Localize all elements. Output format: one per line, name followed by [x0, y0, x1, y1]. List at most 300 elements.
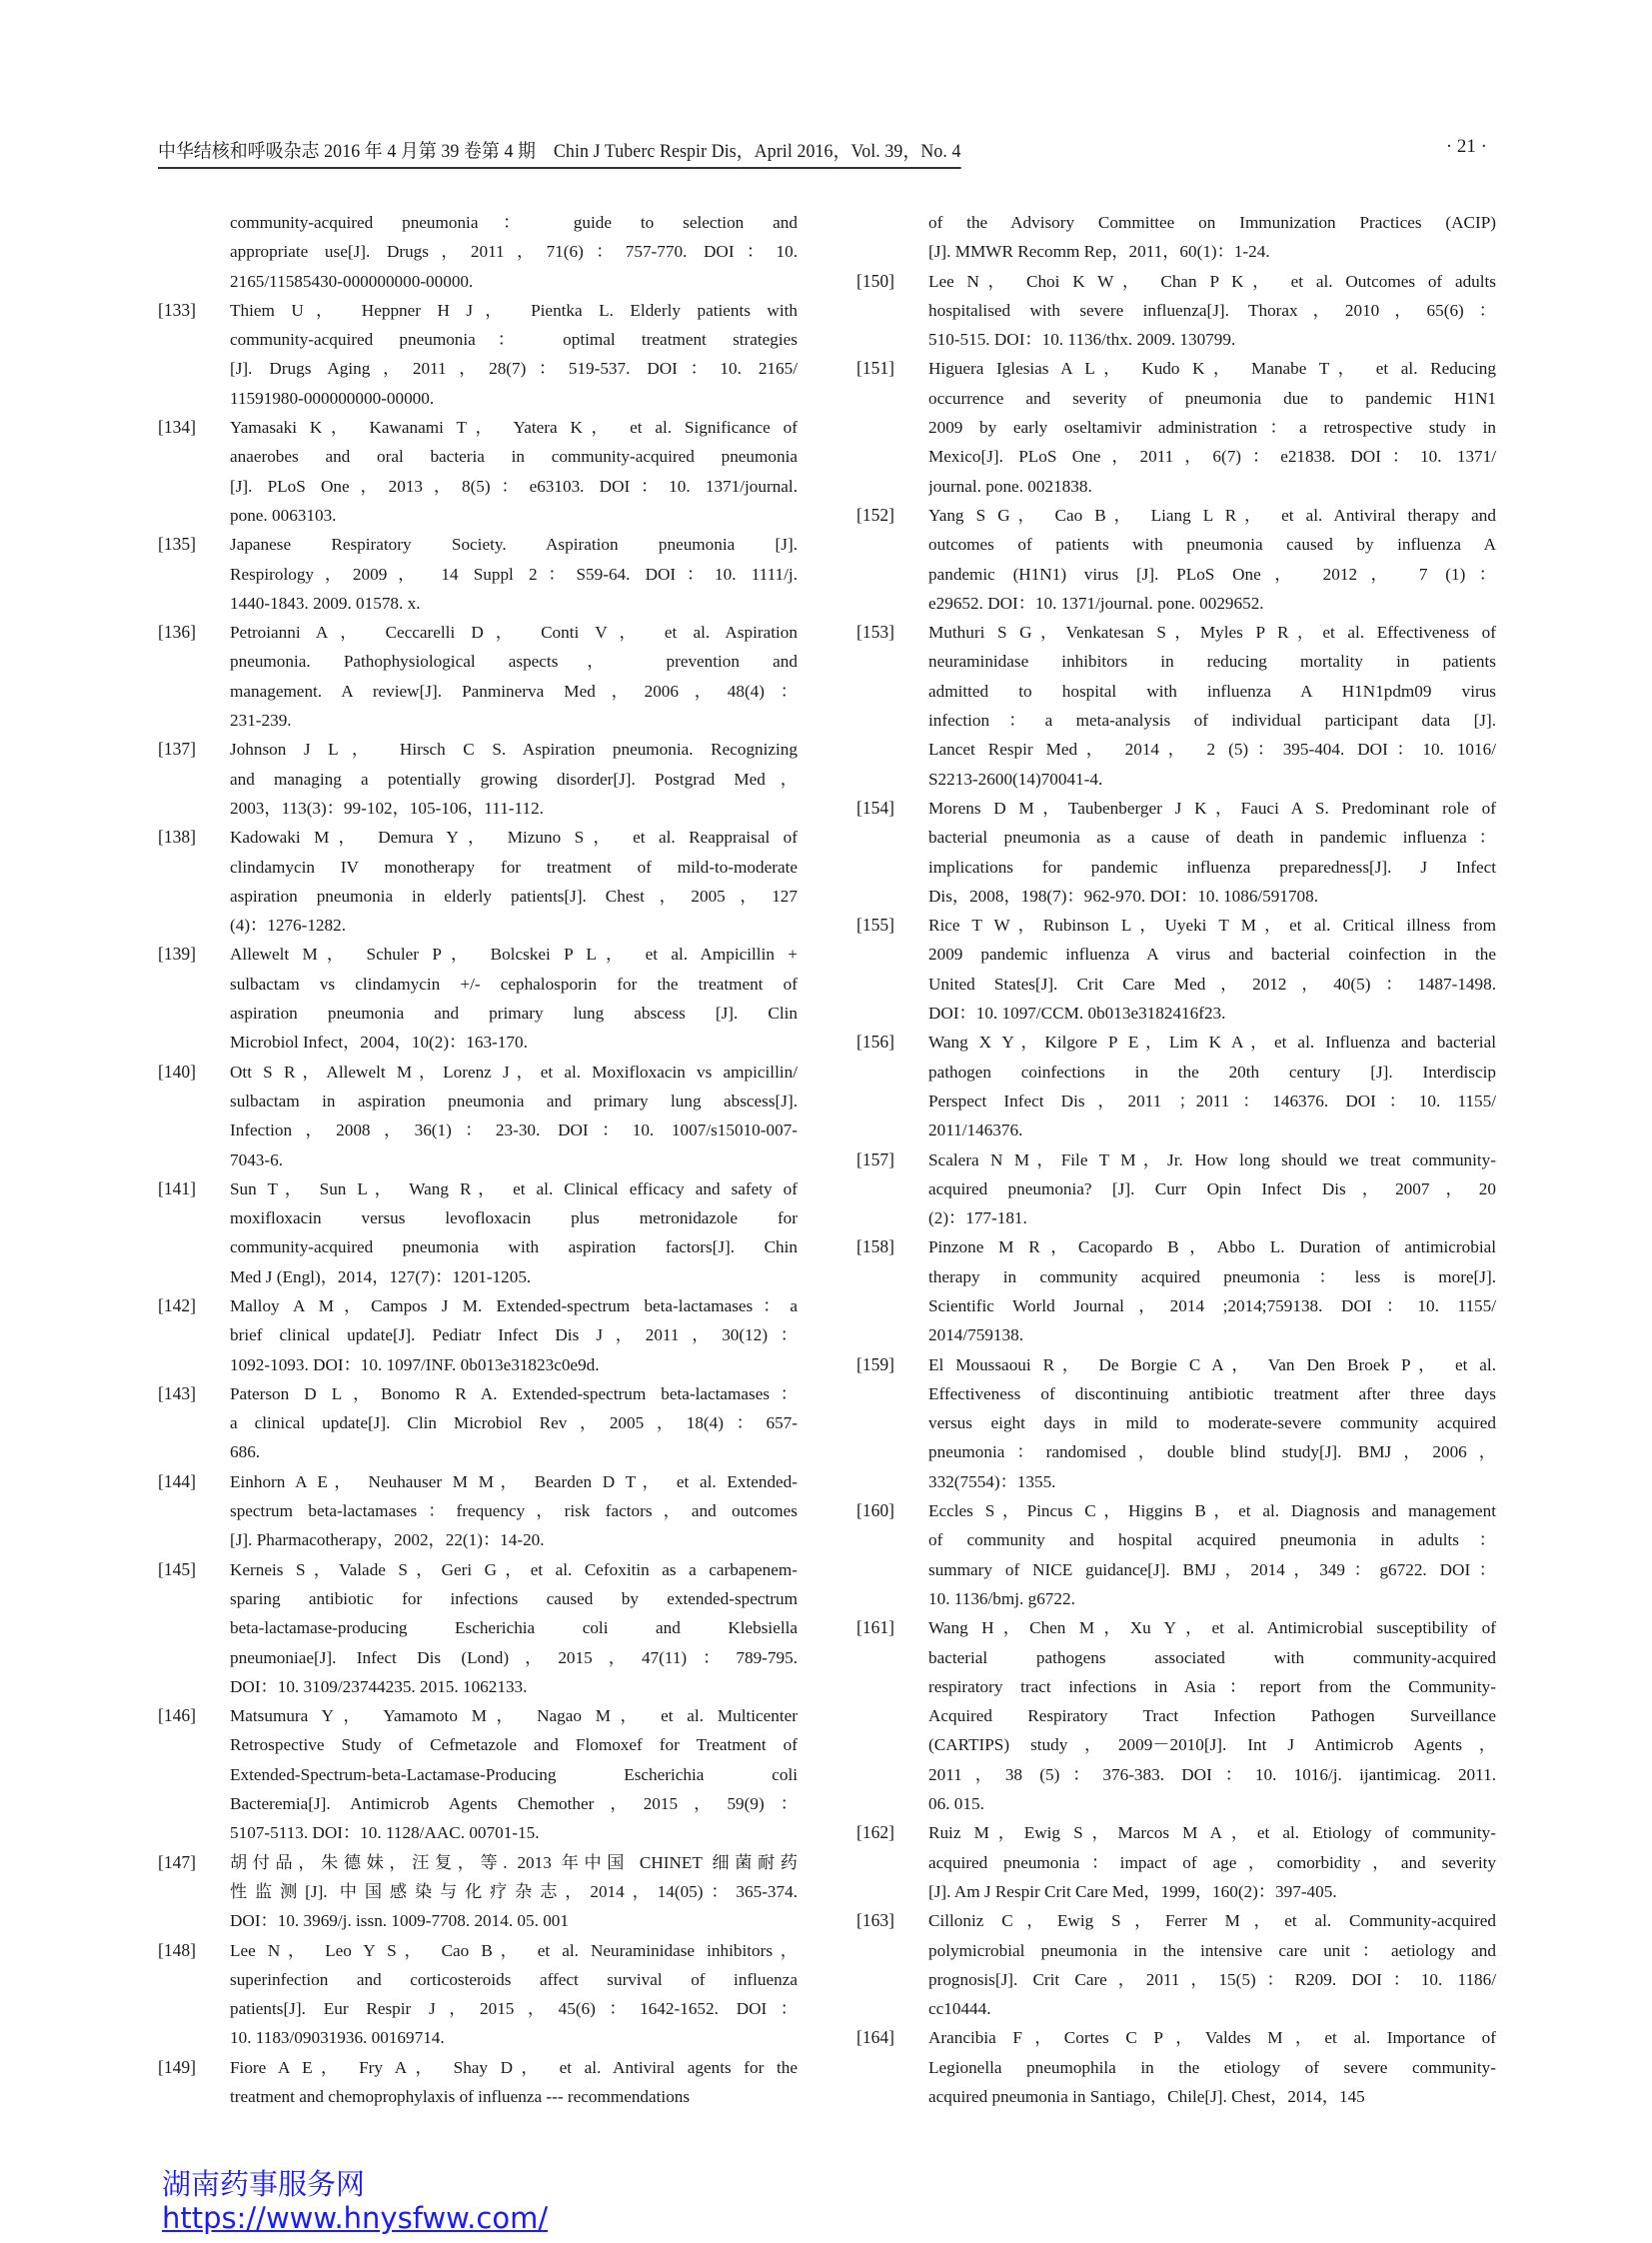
reference-text — [928, 208, 1496, 267]
reference-text — [928, 794, 1496, 911]
reference-line — [928, 647, 1496, 676]
reference-line-text: journal. pone. 0021838. — [928, 476, 1092, 496]
references-right-column — [856, 208, 1496, 2111]
reference-line — [928, 384, 1496, 413]
reference-line — [928, 501, 1496, 530]
reference-line-text: community-acquired pneumonia： optimal treatment strategies — [230, 330, 798, 350]
reference-text — [230, 1701, 798, 1847]
reference-line-text: Thiem U， Heppner H J， Pientka L. Elderly patients with — [230, 300, 798, 320]
reference-line-text: Kerneis S，Valade S，Geri G，et al. Cefoxitin as a carbapenem- — [230, 1559, 798, 1579]
reference-line — [928, 1643, 1496, 1672]
reference-number: [141] — [158, 1177, 196, 1198]
reference-line — [928, 1555, 1496, 1584]
reference-line — [928, 1848, 1496, 1877]
reference-entry — [158, 1174, 798, 1291]
reference-line-text: spectrum beta-lactamases：frequency，risk factors，and outcomes — [230, 1501, 798, 1521]
reference-line-text: infection：a meta-analysis of individual participant data [J]. — [928, 711, 1496, 731]
reference-entry — [158, 1701, 798, 1847]
reference-line-text: Sun T， Sun L， Wang R， et al. Clinical efficacy and safety of — [230, 1178, 798, 1198]
reference-line — [230, 882, 798, 911]
reference-line — [230, 530, 798, 559]
reference-line — [230, 970, 798, 999]
reference-text — [230, 823, 798, 940]
reference-line-text: brief clinical update[J]. Pediatr Infect Dis J，2011，30(12)： — [230, 1325, 798, 1345]
reference-line — [928, 677, 1496, 706]
reference-line — [230, 501, 798, 530]
reference-line-text: Lee N， Choi K W， Chan P K， et al. Outcomes of adults — [928, 271, 1496, 291]
reference-text — [230, 413, 798, 530]
reference-line — [230, 1613, 798, 1642]
reference-number: [145] — [158, 1558, 196, 1579]
reference-text — [230, 208, 798, 296]
reference-line-text: prognosis[J]. Crit Care，2011，15(5)：R209. DOI：10. 1186/ — [928, 1969, 1496, 1989]
reference-line-text: sulbactam vs clindamycin +/- cephalosporin for the treatment of — [230, 974, 798, 994]
reference-text — [230, 1174, 798, 1291]
reference-line — [928, 1437, 1496, 1466]
reference-entry — [158, 940, 798, 1057]
reference-line — [928, 1232, 1496, 1261]
reference-number: [136] — [158, 622, 196, 643]
reference-entry — [856, 1906, 1496, 2023]
reference-line-text: 1092-1093. DOI：10. 1097/INF. 0b013e31823c0e9d. — [230, 1354, 600, 1374]
reference-line — [928, 1262, 1496, 1291]
reference-number: [142] — [158, 1294, 196, 1315]
reference-line-text: Malloy A M，Campos J M. Extended-spectrum beta-lactamases：a — [230, 1295, 798, 1315]
reference-entry — [856, 1028, 1496, 1144]
reference-line-text: 2003，113(3)：99-102，105-106，111-112. — [230, 798, 544, 818]
reference-text — [230, 618, 798, 735]
reference-line — [230, 1555, 798, 1584]
reference-number: [133] — [158, 299, 196, 320]
reference-entry — [856, 208, 1496, 267]
reference-line — [928, 325, 1496, 354]
reference-line-text: (2)：177-181. — [928, 1208, 1027, 1228]
reference-line-text: DOI：10. 1097/CCM. 0b013e3182416f23. — [928, 1004, 1226, 1024]
reference-line — [230, 1232, 798, 1261]
reference-line — [928, 1028, 1496, 1057]
reference-line-text: (4)：1276-1282. — [230, 916, 346, 936]
reference-text — [928, 1818, 1496, 1906]
reference-line-text: outcomes of patients with pneumonia caused by influenza A — [928, 535, 1496, 555]
reference-line — [230, 1789, 798, 1818]
reference-line — [928, 882, 1496, 911]
reference-line-text: Pinzone M R，Cacopardo B，Abbo L. Duration of antimicrobial — [928, 1237, 1496, 1257]
reference-line — [230, 706, 798, 735]
reference-entry — [856, 1496, 1496, 1613]
reference-line-text: pneumonia. Pathophysiological aspects， prevention and — [230, 652, 798, 672]
reference-line-text: Microbiol Infect，2004，10(2)：163-170. — [230, 1033, 528, 1053]
reference-line-text: Extended-Spectrum-beta-Lactamase-Producing Escherichia coli — [230, 1764, 798, 1784]
reference-line-text: [J]. Am J Respir Crit Care Med，1999，160(2)：397-405. — [928, 1881, 1337, 1901]
reference-line — [928, 237, 1496, 266]
reference-line-text: pneumoniae[J]. Infect Dis (Lond)，2015，47(11)：789-795. — [230, 1647, 798, 1667]
reference-line — [928, 1379, 1496, 1408]
reference-line-text: DOI：10. 3969/j. issn. 1009-7708. 2014. 05. 001 — [230, 1911, 569, 1931]
reference-line-text: Effectiveness of discontinuing antibiotic treatment after three days — [928, 1383, 1496, 1403]
reference-line — [928, 1350, 1496, 1379]
reference-line — [928, 208, 1496, 237]
reference-line — [928, 530, 1496, 559]
reference-line-text: 性监测[J]. 中国感染与化疗杂志，2014，14(05)：365-374. — [230, 1881, 798, 1901]
reference-line — [230, 647, 798, 676]
reference-text — [230, 296, 798, 413]
reference-line — [230, 1087, 798, 1116]
watermark-url-link[interactable]: https://www.hnysfww.com/ — [162, 2201, 549, 2235]
reference-line-text: e29652. DOI：10. 1371/journal. pone. 0029652. — [928, 593, 1264, 613]
reference-entry — [856, 1613, 1496, 1818]
reference-text — [230, 1467, 798, 1555]
reference-line-text: and managing a potentially growing disorder[J]. Postgrad Med， — [230, 769, 798, 789]
reference-line-text: Yang S G， Cao B， Liang L R， et al. Antiviral therapy and — [928, 505, 1496, 525]
reference-line-text: Fiore A E， Fry A， Shay D， et al. Antiviral agents for the — [230, 2057, 798, 2077]
reference-line — [230, 1672, 798, 1701]
reference-text — [928, 1028, 1496, 1144]
reference-text — [928, 1496, 1496, 1613]
reference-line — [230, 794, 798, 823]
reference-text — [928, 911, 1496, 1028]
reference-entry — [856, 267, 1496, 355]
reference-line-text: Retrospective Study of Cefmetazole and Flomoxef for Treatment of — [230, 1735, 798, 1755]
reference-line — [230, 1584, 798, 1613]
reference-line — [928, 1145, 1496, 1174]
reference-line-text: Johnson J L， Hirsch C S. Aspiration pneumonia. Recognizing — [230, 740, 798, 760]
reference-line — [928, 2023, 1496, 2052]
reference-line-text: sulbactam in aspiration pneumonia and primary lung abscess[J]. — [230, 1091, 798, 1111]
reference-line-text: 510-515. DOI：10. 1136/thx. 2009. 130799. — [928, 330, 1236, 350]
reference-line — [230, 1320, 798, 1349]
reference-line — [928, 794, 1496, 823]
reference-line — [230, 1906, 798, 1935]
reference-line-text: S2213-2600(14)70041-4. — [928, 769, 1103, 789]
reference-line-text: neuraminidase inhibitors in reducing mortality in patients — [928, 652, 1496, 672]
reference-line-text: 2009 pandemic influenza A virus and bacterial coinfection in the — [928, 945, 1496, 965]
reference-line — [230, 442, 798, 471]
reference-line — [928, 1058, 1496, 1087]
reference-number: [146] — [158, 1705, 196, 1726]
reference-line-text: 2014/759138. — [928, 1325, 1024, 1345]
reference-line — [928, 296, 1496, 325]
reference-line-text: Japanese Respiratory Society. Aspiration pneumonia [J]. — [230, 535, 798, 555]
reference-line — [230, 1701, 798, 1730]
reference-text — [928, 267, 1496, 355]
reference-text — [928, 1145, 1496, 1233]
reference-text — [230, 1379, 798, 1467]
reference-line — [230, 2082, 798, 2111]
reference-line — [230, 384, 798, 413]
reference-line-text: 06. 015. — [928, 1794, 984, 1814]
reference-line-text: hospitalised with severe influenza[J]. Thorax，2010，65(6)： — [928, 300, 1496, 320]
reference-line-text: 2009 by early oseltamivir administration：a retrospective study in — [928, 418, 1496, 438]
reference-text — [928, 1232, 1496, 1349]
reference-line-text: versus eight days in mild to moderate-severe community acquired — [928, 1413, 1496, 1433]
reference-line-text: Respirology，2009， 14 Suppl 2：S59-64. DOI：10. 1111/j. — [230, 564, 798, 584]
reference-line — [928, 589, 1496, 618]
reference-line — [230, 1437, 798, 1466]
reference-line-text: 7043-6. — [230, 1149, 283, 1169]
reference-entry — [158, 296, 798, 413]
reference-number: [154] — [856, 797, 894, 818]
reference-line — [230, 853, 798, 882]
reference-number: [150] — [856, 270, 894, 291]
reference-number: [148] — [158, 1939, 196, 1960]
reference-line — [230, 413, 798, 442]
reference-text — [230, 1936, 798, 2053]
reference-line-text: patients[J]. Eur Respir J，2015，45(6)：1642-1652. DOI： — [230, 1999, 798, 2019]
reference-line — [928, 1203, 1496, 1232]
reference-line-text: Rice T W，Rubinson L，Uyeki T M，et al. Critical illness from — [928, 916, 1496, 936]
reference-entry — [856, 618, 1496, 794]
reference-line — [230, 1877, 798, 1906]
reference-entry — [158, 208, 798, 296]
reference-text — [230, 2053, 798, 2112]
reference-line — [928, 1174, 1496, 1203]
reference-line — [230, 1936, 798, 1965]
reference-line — [230, 940, 798, 969]
reference-line-text: Infection，2008，36(1)：23-30. DOI：10. 1007/s15010-007- — [230, 1121, 798, 1140]
reference-line — [230, 354, 798, 383]
reference-line-text: Muthuri S G，Venkatesan S，Myles P R，et al. Effectiveness of — [928, 623, 1496, 643]
reference-entry — [856, 911, 1496, 1028]
reference-entry — [158, 1291, 798, 1379]
reference-text — [230, 940, 798, 1057]
reference-text — [928, 354, 1496, 500]
reference-line-text: acquired pneumonia：impact of age，comorbidity，and severity — [928, 1852, 1496, 1872]
reference-entry — [856, 1350, 1496, 1496]
reference-text — [928, 1350, 1496, 1496]
reference-line-text: bacterial pathogens associated with community-acquired — [928, 1647, 1496, 1667]
reference-line-text: Lee N， Leo Y S， Cao B， et al. Neuraminidase inhibitors， — [230, 1940, 798, 1960]
reference-line-text: Scientific World Journal，2014 ;2014;759138. DOI：10. 1155/ — [928, 1295, 1496, 1315]
reference-line — [230, 208, 798, 237]
reference-line-text: Legionella pneumophila in the etiology of severe community- — [928, 2057, 1496, 2077]
reference-line — [928, 2053, 1496, 2082]
reference-line-text: [J]. Pharmacotherapy，2002，22(1)：14-20. — [230, 1530, 545, 1550]
reference-line-text: Morens D M，Taubenberger J K，Fauci A S. Predominant role of — [928, 798, 1496, 818]
reference-line-text: [J]. MMWR Recomm Rep，2011，60(1)：1-24. — [928, 242, 1270, 262]
reference-line-text: Lancet Respir Med， 2014， 2 (5)：395-404. DOI：10. 1016/ — [928, 740, 1496, 760]
reference-line-text: 231-239. — [230, 711, 292, 731]
reference-line — [230, 1408, 798, 1437]
reference-line-text: anaerobes and oral bacteria in community-acquired pneumonia — [230, 447, 798, 467]
reference-line-text: Mexico[J]. PLoS One，2011，6(7)：e21838. DOI：10. 1371/ — [928, 447, 1496, 467]
reference-line — [928, 1730, 1496, 1759]
reference-line-text: Arancibia F，Cortes C P，Valdes M，et al. Importance of — [928, 2028, 1496, 2048]
reference-line — [230, 325, 798, 354]
reference-number: [158] — [856, 1236, 894, 1257]
reference-line — [230, 999, 798, 1028]
reference-line-text: 332(7554)：1355. — [928, 1471, 1056, 1491]
reference-line-text: bacterial pneumonia as a cause of death in pandemic influenza： — [928, 828, 1496, 848]
reference-line — [230, 1965, 798, 1994]
reference-line-text: (CARTIPS) study，2009－2010[J]. Int J Antimicrob Agents， — [928, 1735, 1496, 1755]
reference-number: [135] — [158, 534, 196, 555]
reference-line-text: management. A review[J]. Panminerva Med，2006，48(4)： — [230, 681, 798, 701]
reference-line-text: El Moussaoui R， De Borgie C A， Van Den Broek P， et al. — [928, 1354, 1496, 1374]
reference-line-text: Higuera Iglesias A L， Kudo K， Manabe T， et al. Reducing — [928, 359, 1496, 379]
reference-line — [928, 1994, 1496, 2023]
reference-number: [152] — [856, 504, 894, 525]
reference-line — [928, 442, 1496, 471]
reference-line — [230, 237, 798, 266]
reference-line-text: polymicrobial pneumonia in the intensive care unit：aetiology and — [928, 1940, 1496, 1960]
journal-title: 中华结核和呼吸杂志 2016 年 4 月第 39 卷第 4 期 Chin J Tuberc Respir Dis，April 2016，Vol. 39，No. 4 — [158, 136, 961, 169]
reference-line — [230, 560, 798, 589]
reference-line — [230, 472, 798, 501]
reference-line — [928, 970, 1496, 999]
reference-entry — [158, 1936, 798, 2053]
reference-line — [928, 1408, 1496, 1437]
reference-line-text: acquired pneumonia in Santiago，Chile[J]. Chest，2014，145 — [928, 2087, 1365, 2106]
reference-line-text: Perspect Infect Dis，2011 ；2011：146376. DOI：10. 1155/ — [928, 1091, 1496, 1111]
reference-line — [928, 1320, 1496, 1349]
reference-line-text: clindamycin IV monotherapy for treatment of mild-to-moderate — [230, 857, 798, 877]
reference-text — [230, 1555, 798, 1701]
reference-number: [155] — [856, 915, 894, 936]
reference-number: [161] — [856, 1617, 894, 1638]
reference-line — [928, 706, 1496, 735]
reference-line — [928, 1818, 1496, 1847]
reference-line — [230, 1818, 798, 1847]
reference-line — [928, 1789, 1496, 1818]
reference-line-text: pathogen coinfections in the 20th century [J]. Interdiscip — [928, 1062, 1496, 1082]
reference-entry — [856, 1145, 1496, 1233]
reference-line-text: Matsumura Y， Yamamoto M， Nagao M， et al. Multicenter — [230, 1706, 798, 1726]
reference-line — [928, 1291, 1496, 1320]
reference-number: [159] — [856, 1353, 894, 1374]
reference-line-text: Petroianni A， Ceccarelli D， Conti V， et al. Aspiration — [230, 623, 798, 643]
reference-line — [230, 2023, 798, 2052]
reference-line — [928, 1087, 1496, 1116]
reference-line-text: 1440-1843. 2009. 01578. x. — [230, 593, 421, 613]
reference-line-text: [J]. PLoS One，2013，8(5)：e63103. DOI：10. 1371/journal. — [230, 476, 798, 496]
reference-entry — [856, 354, 1496, 500]
reference-line-text: Acquired Respiratory Tract Infection Pathogen Surveillance — [928, 1706, 1496, 1726]
reference-text — [230, 1848, 798, 1936]
reference-line — [928, 267, 1496, 296]
reference-number: [138] — [158, 827, 196, 848]
reference-entry — [158, 1467, 798, 1555]
reference-number: [162] — [856, 1822, 894, 1843]
reference-line-text: Scalera N M，File T M，Jr. How long should we treat community- — [928, 1149, 1496, 1169]
reference-line-text: of the Advisory Committee on Immunization Practices (ACIP) — [928, 213, 1496, 232]
reference-line-text: implications for pandemic influenza preparedness[J]. J Infect — [928, 857, 1496, 877]
reference-line-text: Dis，2008，198(7)：962-970. DOI：10. 1086/591708. — [928, 886, 1319, 906]
reference-line-text: 5107-5113. DOI：10. 1128/AAC. 00701-15. — [230, 1823, 540, 1843]
running-header — [158, 136, 1497, 170]
reference-line-text: Cilloniz C，Ewig S，Ferrer M，et al. Community-acquired — [928, 1911, 1496, 1931]
reference-number: [153] — [856, 622, 894, 643]
reference-line — [230, 1467, 798, 1496]
reference-entry — [856, 1818, 1496, 1906]
reference-line-text: therapy in community acquired pneumonia：less is more[J]. — [928, 1266, 1496, 1286]
reference-line — [928, 1467, 1496, 1496]
reference-line — [230, 296, 798, 325]
reference-line — [230, 1058, 798, 1087]
watermark-site-name: 湖南药事服务网 — [162, 2167, 366, 2201]
reference-entry — [158, 2053, 798, 2112]
reference-entry — [158, 735, 798, 823]
reference-number: [137] — [158, 739, 196, 760]
reference-line — [928, 1525, 1496, 1554]
reference-text — [928, 501, 1496, 618]
reference-entry — [158, 1848, 798, 1936]
reference-text — [230, 1058, 798, 1174]
reference-line — [928, 940, 1496, 969]
reference-line-text: 11591980-000000000-00000. — [230, 388, 435, 408]
reference-line — [928, 413, 1496, 442]
reference-line-text: superinfection and corticosteroids affect survival of influenza — [230, 1969, 798, 1989]
reference-number: [164] — [856, 2027, 894, 2048]
reference-line-text: beta-lactamase-producing Escherichia coli and Klebsiella — [230, 1618, 798, 1638]
reference-line — [928, 2082, 1496, 2111]
reference-line-text: Yamasaki K， Kawanami T， Yatera K， et al. Significance of — [230, 418, 798, 438]
reference-line-text: admitted to hospital with influenza A H1N1pdm09 virus — [928, 681, 1496, 701]
reference-line-text: 2011，38 (5)：376-383. DOI：10. 1016/j. ijantimicag. 2011. — [928, 1764, 1496, 1784]
reference-line — [230, 1848, 798, 1877]
reference-line — [928, 1116, 1496, 1144]
reference-line — [230, 1291, 798, 1320]
reference-line — [230, 735, 798, 764]
reference-line-text: a clinical update[J]. Clin Microbiol Rev，2005，18(4)：657- — [230, 1413, 798, 1433]
reference-number: [151] — [856, 358, 894, 379]
reference-entry — [856, 1232, 1496, 1349]
reference-line-text: Allewelt M， Schuler P， Bolcskei P L， et al. Ampicillin + — [230, 945, 798, 965]
reference-line-text: community-acquired pneumonia with aspiration factors[J]. Chin — [230, 1237, 798, 1257]
reference-text — [928, 1906, 1496, 2023]
reference-line-text: 2165/11585430-000000000-00000. — [230, 271, 474, 291]
reference-line — [928, 618, 1496, 647]
reference-line — [928, 853, 1496, 882]
reference-line — [230, 1262, 798, 1291]
reference-entry — [158, 618, 798, 735]
reference-line-text: Med J (Engl)，2014，127(7)：1201-1205. — [230, 1266, 532, 1286]
reference-line — [230, 1203, 798, 1232]
reference-entry — [158, 1555, 798, 1701]
reference-entry — [856, 2023, 1496, 2111]
reference-line-text: [J]. Drugs Aging，2011，28(7)：519-537. DOI：10. 2165/ — [230, 359, 798, 379]
reference-line-text: aspiration pneumonia in elderly patients[J]. Chest，2005，127 — [230, 886, 798, 906]
reference-text — [928, 2023, 1496, 2111]
reference-line-text: 胡付品，朱德妹，汪复，等. 2013 年中国 CHINET 细菌耐药 — [230, 1852, 798, 1872]
reference-line-text: Wang H，Chen M，Xu Y，et al. Antimicrobial susceptibility of — [928, 1618, 1496, 1638]
reference-line-text: summary of NICE guidance[J]. BMJ，2014，349：g6722. DOI： — [928, 1559, 1496, 1579]
watermark — [162, 2167, 548, 2235]
reference-line — [230, 267, 798, 296]
reference-line — [928, 1496, 1496, 1525]
reference-line-text: Paterson D L，Bonomo R A. Extended-spectrum beta-lactamases： — [230, 1383, 798, 1403]
reference-line-text: Bacteremia[J]. Antimicrob Agents Chemother，2015，59(9)： — [230, 1794, 798, 1814]
reference-line-text: of community and hospital acquired pneumonia in adults： — [928, 1530, 1496, 1550]
reference-line — [928, 1936, 1496, 1965]
reference-line-text: Kadowaki M， Demura Y， Mizuno S， et al. Reappraisal of — [230, 828, 798, 848]
reference-number: [163] — [856, 1910, 894, 1931]
reference-entry — [856, 794, 1496, 911]
reference-line-text: Einhorn A E， Neuhauser M M， Bearden D T， et al. Extended- — [230, 1471, 798, 1491]
reference-text — [230, 530, 798, 618]
reference-line — [230, 1350, 798, 1379]
reference-line — [230, 1028, 798, 1057]
reference-line — [230, 1760, 798, 1789]
reference-line — [230, 1496, 798, 1525]
reference-number: [149] — [158, 2056, 196, 2077]
reference-line — [928, 560, 1496, 589]
reference-line-text: community-acquired pneumonia： guide to selection and — [230, 213, 798, 232]
reference-line-text: acquired pneumonia? [J]. Curr Opin Infect Dis，2007，20 — [928, 1178, 1496, 1198]
reference-line — [230, 823, 798, 852]
reference-line — [230, 589, 798, 618]
reference-line — [928, 999, 1496, 1028]
reference-text — [230, 1291, 798, 1379]
